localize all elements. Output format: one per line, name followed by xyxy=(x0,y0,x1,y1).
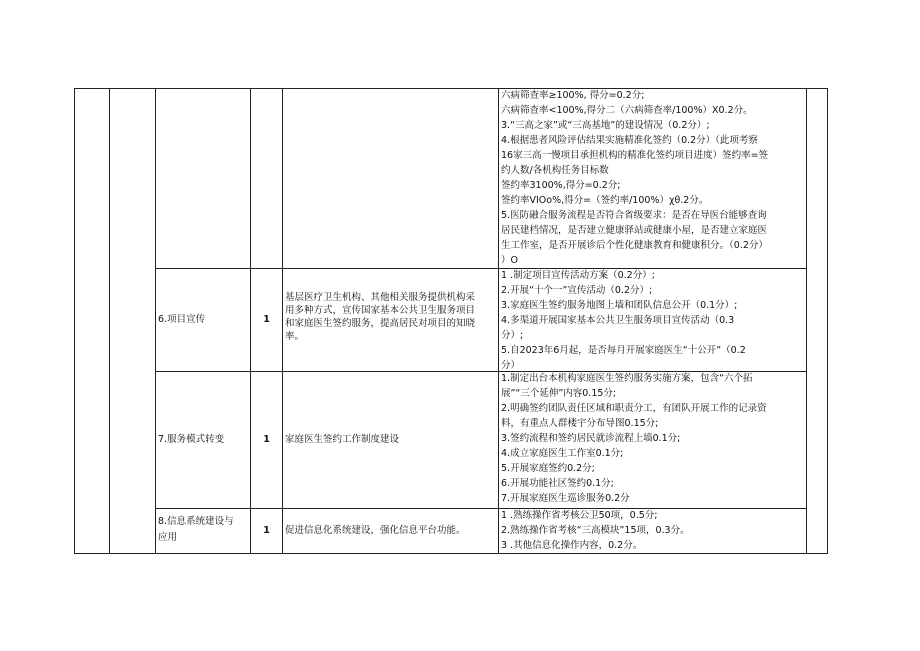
criteria-line: 3 .其他信息化操作内容，0.2分。 xyxy=(501,540,643,551)
grid-line xyxy=(806,88,807,553)
grid-line xyxy=(498,88,499,553)
score-value: 1 xyxy=(263,314,270,325)
content-line: 和家庭医生签约服务，提高居民对项目的知晓 xyxy=(285,318,476,329)
grid-line xyxy=(109,88,110,553)
criteria-line: 1.制定出台本机构家庭医生签约服务实施方案，包含“六个拓 xyxy=(501,373,753,384)
grid-line xyxy=(74,553,828,554)
score-value: 1 xyxy=(263,434,270,445)
grid-line xyxy=(74,88,75,553)
grid-line xyxy=(827,88,828,553)
criteria-line: 约人数/各机构任务目标数 xyxy=(501,165,609,176)
criteria-line: 6.开展功能社区签约0.1分; xyxy=(501,478,614,489)
content-line: 基层医疗卫生机构、其他相关服务提供机构采 xyxy=(285,292,476,303)
criteria-line: 4.成立家庭医生工作室0.1分; xyxy=(501,448,624,459)
criteria-line: 签约率3100%,得分=0.2分; xyxy=(501,180,621,191)
criteria-line: 5.自2023年6月起，是否每月开展家庭医生“十公开”（0.2 xyxy=(501,345,746,356)
criteria-cell xyxy=(501,372,805,507)
criteria-line: 16家三高一慢项目承担机构的精准化签约项目进度）签约率=签 xyxy=(501,150,769,161)
criteria-line: 4.根据患者风险评估结果实施精准化签约（0.2分）（此项考察 xyxy=(501,135,758,146)
item-cell xyxy=(158,269,249,370)
content-cell xyxy=(285,509,497,552)
criteria-cell xyxy=(501,89,805,267)
score-cell xyxy=(251,372,282,507)
criteria-line: 1 .制定项目宣传活动方案（0.2分）; xyxy=(501,270,655,281)
criteria-line: 签约率VIOo%,得分=（签约率/100%）χθ.2分。 xyxy=(501,195,709,206)
score-cell xyxy=(251,509,282,552)
criteria-line: 2.熟练操作省考核“三高模块”15项，0.3分。 xyxy=(501,525,690,536)
criteria-line: 六病筛查率≥100%, 得分=0.2分; xyxy=(501,90,645,101)
criteria-line: 2.明确签约团队责任区域和职责分工，有团队开展工作的记录资 xyxy=(501,403,767,414)
content-cell xyxy=(285,372,497,507)
criteria-line: 2.开展“十个一”宣传活动（0.2分）; xyxy=(501,285,653,296)
grid-line xyxy=(282,88,283,553)
item-cell xyxy=(158,372,249,507)
criteria-line: 展”“三个延伸”内容0.15分; xyxy=(501,388,617,399)
criteria-line: 3.“三高之家”或“三高基地”的建设情况（0.2分）; xyxy=(501,120,710,131)
criteria-line: 分） xyxy=(501,360,521,370)
criteria-line: 料，有重点人群楼宇分布导图0.15分; xyxy=(501,418,659,429)
criteria-line: 5.医防融合服务流程是否符合省级要求：是否在导医台能够查询 xyxy=(501,210,767,221)
score-value: 1 xyxy=(263,525,270,536)
content-cell xyxy=(285,291,497,361)
content-line: 家庭医生签约工作制度建设 xyxy=(285,434,400,445)
score-cell xyxy=(251,269,282,370)
criteria-line: 5.开展家庭签约0.2分; xyxy=(501,463,595,474)
criteria-line: 4.多渠道开展国家基本公共卫生服务项目宣传活动（0.3 xyxy=(501,315,735,326)
criteria-line: 3.家庭医生签约服务地图上墙和团队信息公开（0.1分）; xyxy=(501,300,738,311)
item-label: 7.服务模式转变 xyxy=(158,434,225,445)
criteria-line: 居民建档情况，是否建立健康驿站或健康小屋，是否建立家庭医 xyxy=(501,225,768,236)
item-label: 应用 xyxy=(158,532,178,543)
criteria-cell xyxy=(501,269,805,370)
criteria-line: 1 .熟练操作省考核公卫50项，0.5分; xyxy=(501,510,658,521)
item-label: 8.信息系统建设与 xyxy=(158,516,234,527)
item-cell xyxy=(158,515,249,551)
criteria-line: 分）; xyxy=(501,330,524,341)
criteria-line: 3.签约流程和签约居民就诊流程上墙0.1分; xyxy=(501,433,681,444)
criteria-line: 7.开展家庭医生巡诊服务0.2分 xyxy=(501,493,630,504)
grid-line xyxy=(155,88,156,553)
criteria-line: ）O xyxy=(501,255,518,266)
content-line: 用多种方式，宣传国家基本公共卫生服务项目 xyxy=(285,305,476,316)
criteria-cell xyxy=(501,509,805,552)
criteria-line: 生工作室，是否开展诊后个性化健康教育和健康积分。（0.2分） xyxy=(501,240,768,251)
content-line: 促进信息化系统建设，强化信息平台功能。 xyxy=(285,525,466,536)
content-line: 率。 xyxy=(285,331,305,342)
criteria-line: 六病筛查率<100%,得分二（六病筛查率/100%）X0.2分。 xyxy=(501,105,753,116)
item-label: 6.项目宣传 xyxy=(158,314,206,325)
